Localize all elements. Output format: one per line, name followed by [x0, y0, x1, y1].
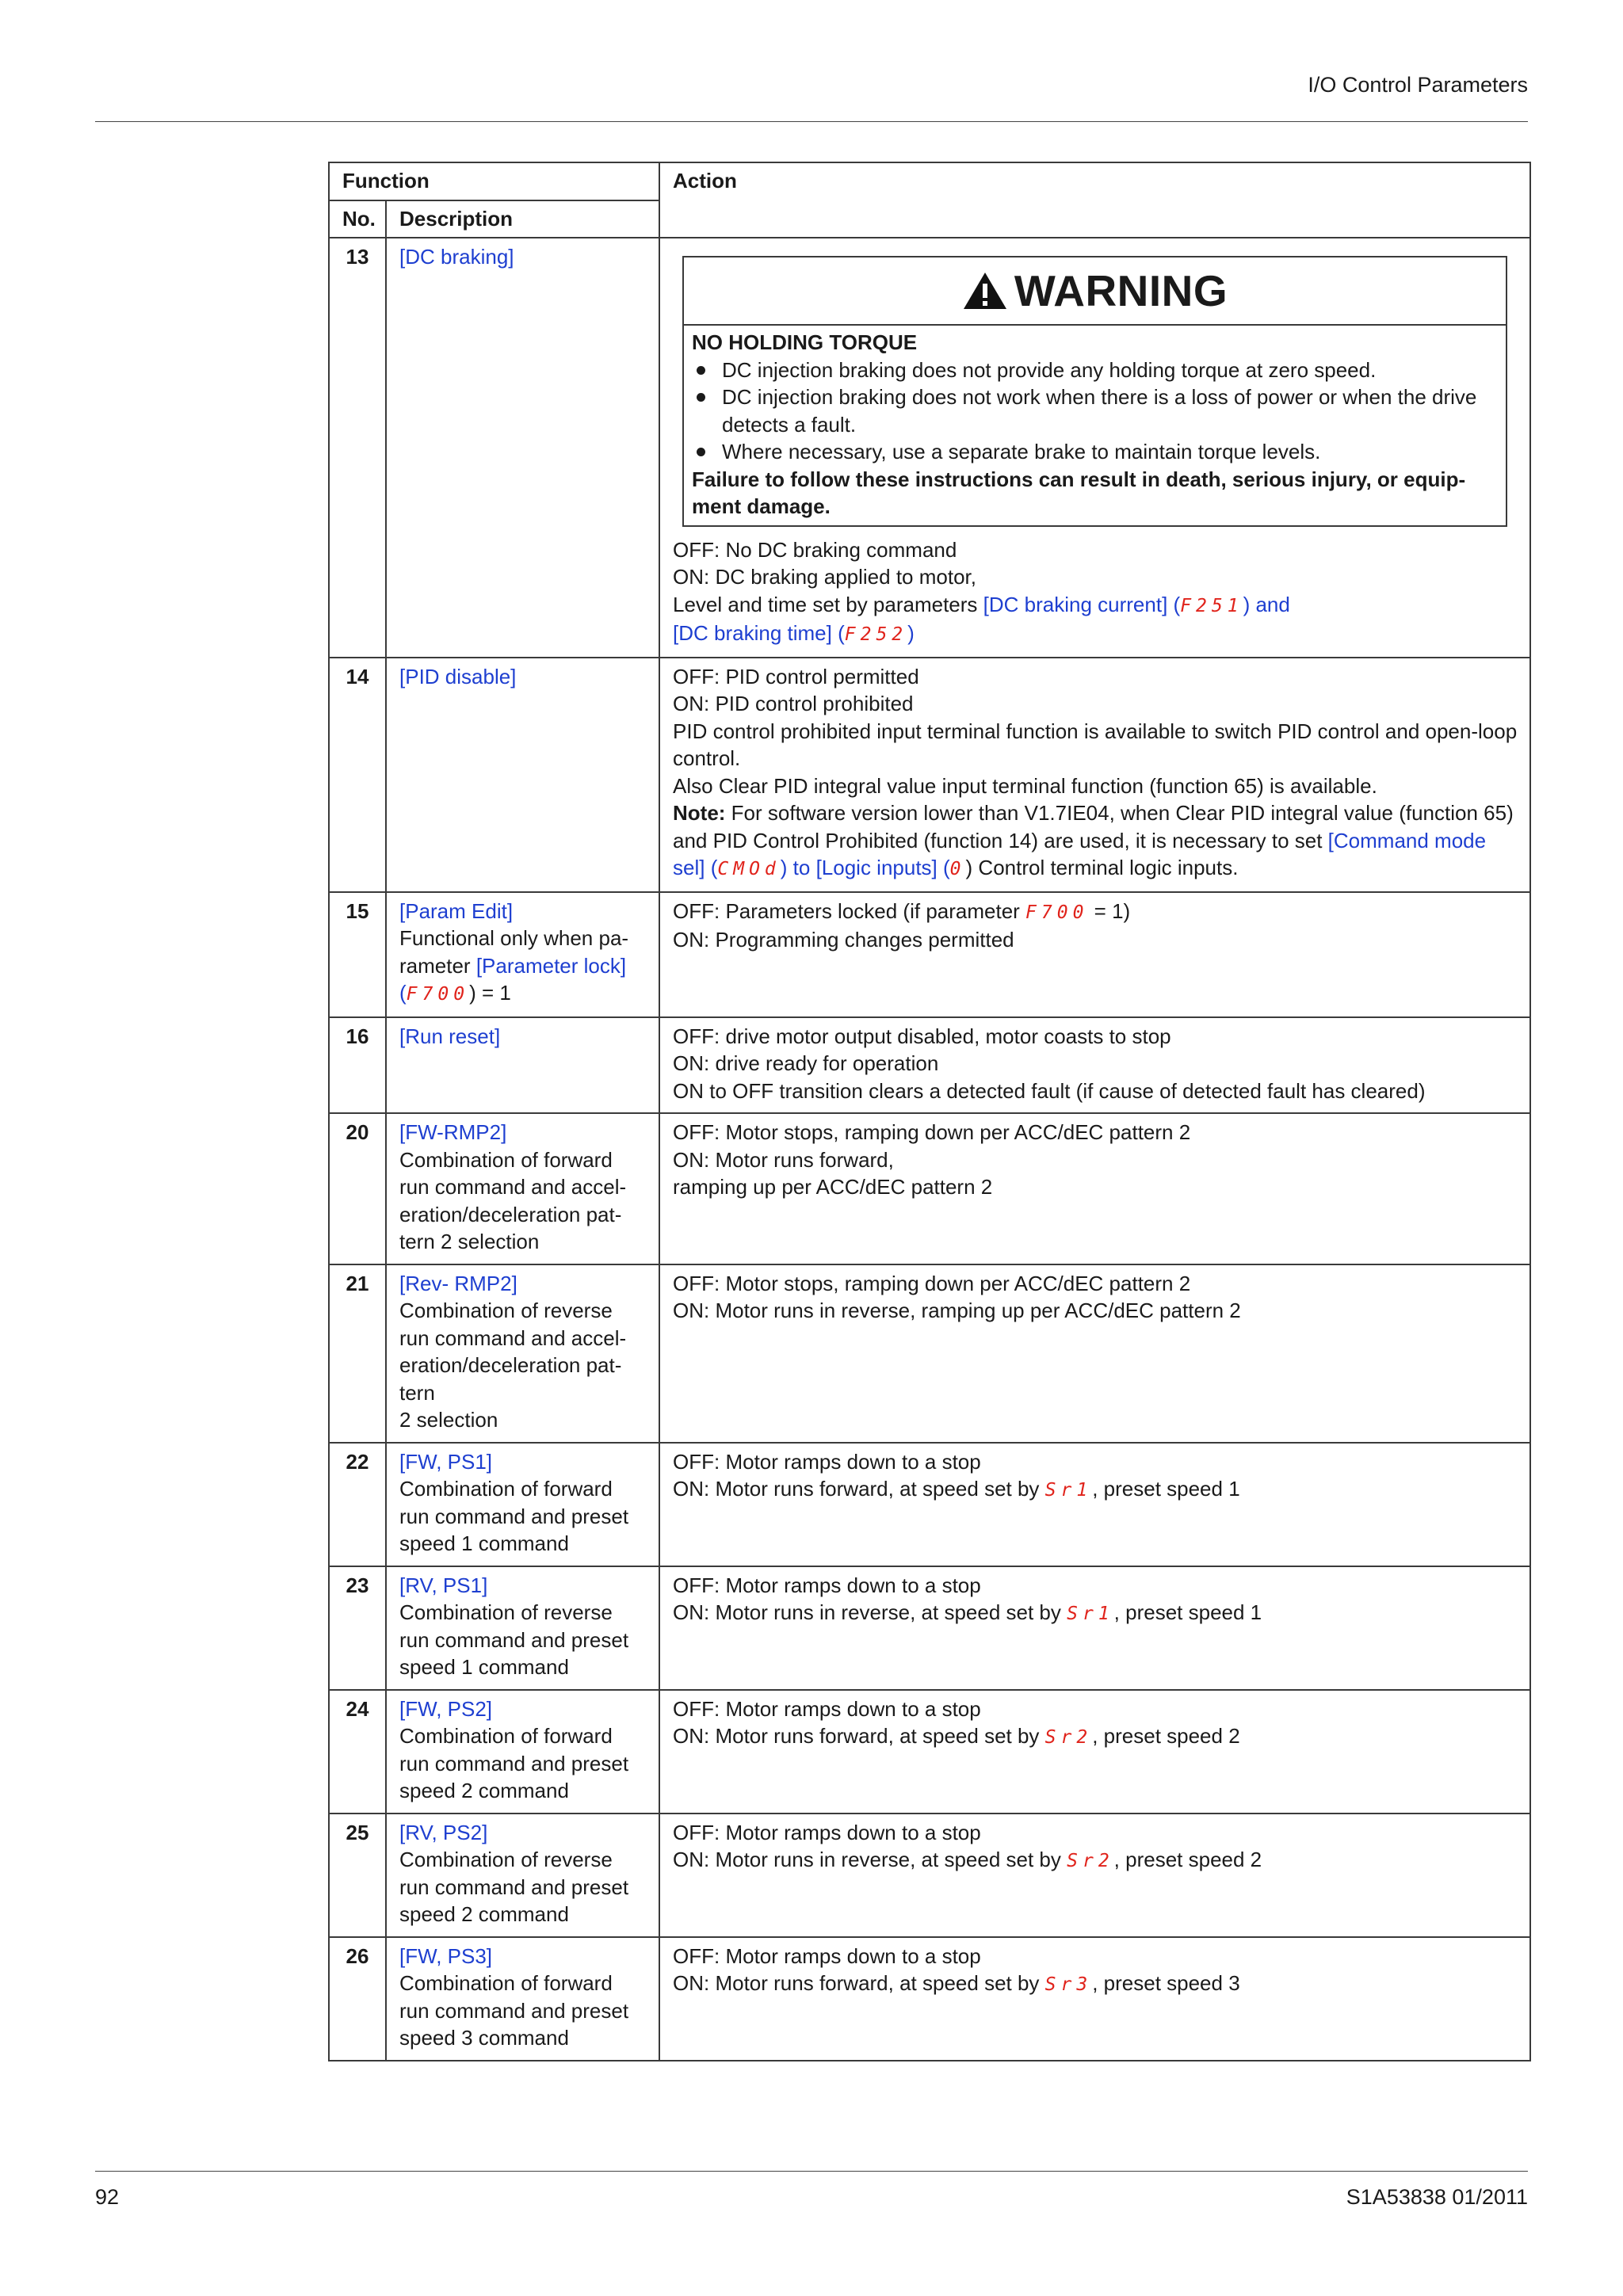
- list-item: Where necessary, use a separate brake to maintain torque levels.: [692, 438, 1498, 466]
- function-action: OFF: Motor ramps down to a stop ON: Motor runs in reverse, at speed set by Sr2, preset speed 2: [659, 1814, 1530, 1937]
- function-action: OFF: Motor ramps down to a stop ON: Motor runs forward, at speed set by Sr3, preset speed 3: [659, 1937, 1530, 2061]
- parameter-code: F700: [406, 984, 470, 1005]
- warning-body: [684, 326, 1506, 525]
- parameter-code: Sr1: [1067, 1604, 1114, 1624]
- function-number: 24: [329, 1690, 386, 1814]
- function-action: OFF: Motor ramps down to a stop ON: Motor runs forward, at speed set by Sr2, preset speed 2: [659, 1690, 1530, 1814]
- function-name-link[interactable]: [FW, PS2]: [399, 1696, 493, 1721]
- parameter-code: CMOd: [717, 859, 781, 879]
- parameter-code: F252: [844, 624, 908, 645]
- function-name-link[interactable]: [FW-RMP2]: [399, 1120, 507, 1144]
- function-action: OFF: Motor ramps down to a stop ON: Motor runs forward, at speed set by Sr1, preset speed 1: [659, 1443, 1530, 1566]
- function-number: 14: [329, 658, 386, 892]
- function-name-link[interactable]: [Run reset]: [399, 1024, 501, 1048]
- function-action: OFF: Parameters locked (if parameter F700 = 1) ON: Programming changes permitted: [659, 892, 1530, 1017]
- function-number: 26: [329, 1937, 386, 2061]
- function-description: [386, 238, 659, 658]
- action-header: Action: [659, 162, 1530, 238]
- bullet-icon: [697, 393, 705, 402]
- function-number: 25: [329, 1814, 386, 1937]
- function-description: [386, 1017, 659, 1114]
- function-number: 21: [329, 1264, 386, 1443]
- function-name-link[interactable]: [RV, PS1]: [399, 1573, 488, 1597]
- parameter-code: 0: [949, 859, 966, 879]
- parameter-code: F251: [1180, 595, 1243, 616]
- table-row: [329, 1443, 1530, 1566]
- function-action: OFF: PID control permitted ON: PID control prohibited PID control prohibited input terminal function is available to switch PID control and open-loop control. Also Clear PID integral value input terminal function (function 65) is available. Note: For software version lower than V1.7IE04, when Clear PID integral value (function 65) and PID Control Prohibited (function 14) are used, it is necessary to set [Command mode sel] (CMOd) to [Logic inputs] (0) Control terminal logic inputs.: [659, 658, 1530, 892]
- action-line: OFF: No DC braking command: [673, 537, 957, 562]
- function-action: [659, 238, 1530, 658]
- list-item: DC injection braking does not provide any holding torque at zero speed.: [692, 357, 1498, 384]
- dc-braking-current-link[interactable]: [DC braking current]: [983, 592, 1168, 616]
- action-line: ON: DC braking applied to motor,: [673, 565, 976, 589]
- parameter-code: Sr1: [1044, 1480, 1093, 1501]
- table-row: [329, 892, 1530, 1017]
- table-row: [329, 1937, 1530, 2061]
- function-action: OFF: drive motor output disabled, motor coasts to stop ON: drive ready for operation ON to OFF transition clears a detected fault (if cause of detected fault has cleared): [659, 1017, 1530, 1114]
- table-row: [329, 1113, 1530, 1264]
- function-description: [Param Edit] Functional only when parameter [Parameter lock] (F700) = 1: [386, 892, 659, 1017]
- function-name-link[interactable]: [Param Edit]: [399, 898, 514, 923]
- function-number: 20: [329, 1113, 386, 1264]
- warning-box: [682, 256, 1507, 527]
- dc-braking-time-link[interactable]: [DC braking time]: [673, 621, 832, 645]
- table-row: [329, 1814, 1530, 1937]
- function-action: OFF: Motor stops, ramping down per ACC/dEC pattern 2 ON: Motor runs in reverse, ramping up per ACC/dEC pattern 2: [659, 1264, 1530, 1443]
- parameter-code: Sr2: [1067, 1851, 1114, 1871]
- page-number: 92: [95, 2185, 120, 2209]
- list-item: DC injection braking does not work when there is a loss of power or when the drive detects a fault.: [692, 383, 1498, 438]
- function-name-link[interactable]: [DC braking]: [399, 245, 514, 269]
- header-rule: [95, 121, 1528, 122]
- action-line: [DC braking time] (F252): [673, 621, 915, 645]
- function-number: 22: [329, 1443, 386, 1566]
- warning-footer: Failure to follow these instructions can result in death, serious injury, or equipment damage.: [692, 467, 1466, 518]
- table-header-row: [329, 162, 1530, 200]
- function-header: Function: [329, 162, 659, 200]
- warning-title: [684, 257, 1506, 326]
- table-row: [329, 1566, 1530, 1690]
- description-header: Description: [386, 200, 659, 238]
- parameter-code: Sr3: [1044, 1974, 1093, 1995]
- function-description: [FW, PS3] Combination of forward run command and preset speed 3 command: [386, 1937, 659, 2061]
- bullet-icon: [697, 448, 705, 456]
- function-number: 23: [329, 1566, 386, 1690]
- no-header: No.: [329, 200, 386, 238]
- document-reference: S1A53838 01/2011: [1346, 2185, 1528, 2209]
- function-number: 15: [329, 892, 386, 1017]
- action-line: Level and time set by parameters [DC braking current] (F251) and: [673, 592, 1290, 616]
- function-name-link[interactable]: [FW, PS3]: [399, 1943, 493, 1968]
- table-row: [329, 1264, 1530, 1443]
- function-description: [FW, PS2] Combination of forward run command and preset speed 2 command: [386, 1690, 659, 1814]
- parameter-code: Sr2: [1044, 1727, 1093, 1748]
- bullet-icon: [697, 366, 705, 375]
- function-action: OFF: Motor stops, ramping down per ACC/dEC pattern 2 ON: Motor runs forward, ramping up per ACC/dEC pattern 2: [659, 1113, 1530, 1264]
- warning-title-text: WARNING: [1014, 265, 1228, 315]
- note-paragraph: Note: For software version lower than V1.7IE04, when Clear PID integral value (function 65) and PID Control Prohibited (function 14) are used, it is necessary to set [Command mode sel] (CMOd) to [Logic inputs] (0) Control terminal logic inputs.: [673, 801, 1514, 879]
- function-number: 16: [329, 1017, 386, 1114]
- table-row: [329, 238, 1530, 658]
- warning-bullets: [692, 357, 1498, 466]
- warning-triangle-icon: [962, 271, 1008, 311]
- table-row: [329, 1017, 1530, 1114]
- footer-rule: [95, 2171, 1528, 2172]
- parameter-lock-link[interactable]: [Parameter lock]: [475, 953, 627, 978]
- function-description: [386, 658, 659, 892]
- function-description: [RV, PS1] Combination of reverse run command and preset speed 1 command: [386, 1566, 659, 1690]
- function-description: [Rev- RMP2] Combination of reverse run command and acceleration/deceleration pattern 2 selection: [386, 1264, 659, 1443]
- logic-inputs-link[interactable]: [Logic inputs]: [815, 856, 938, 879]
- function-description: [FW, PS1] Combination of forward run command and preset speed 1 command: [386, 1443, 659, 1566]
- function-number: 13: [329, 238, 386, 658]
- parameter-code: F700: [1025, 902, 1089, 923]
- function-action: OFF: Motor ramps down to a stop ON: Motor runs in reverse, at speed set by Sr1, preset speed 1: [659, 1566, 1530, 1690]
- command-mode-sel-link[interactable]: [Command mode sel]: [673, 828, 1487, 879]
- function-description: [RV, PS2] Combination of reverse run command and preset speed 2 command: [386, 1814, 659, 1937]
- function-name-link[interactable]: [PID disable]: [399, 664, 517, 688]
- function-description: [FW-RMP2] Combination of forward run command and acceleration/deceleration pattern 2 selection: [386, 1113, 659, 1264]
- page-header-title: I/O Control Parameters: [1308, 73, 1528, 97]
- function-name-link[interactable]: [RV, PS2]: [399, 1820, 488, 1844]
- function-name-link[interactable]: [Rev- RMP2]: [399, 1271, 517, 1295]
- warning-subtitle: NO HOLDING TORQUE: [692, 330, 918, 354]
- io-function-table: [328, 162, 1531, 2061]
- table-row: [329, 1690, 1530, 1814]
- table-row: [329, 658, 1530, 892]
- function-name-link[interactable]: [FW, PS1]: [399, 1449, 493, 1474]
